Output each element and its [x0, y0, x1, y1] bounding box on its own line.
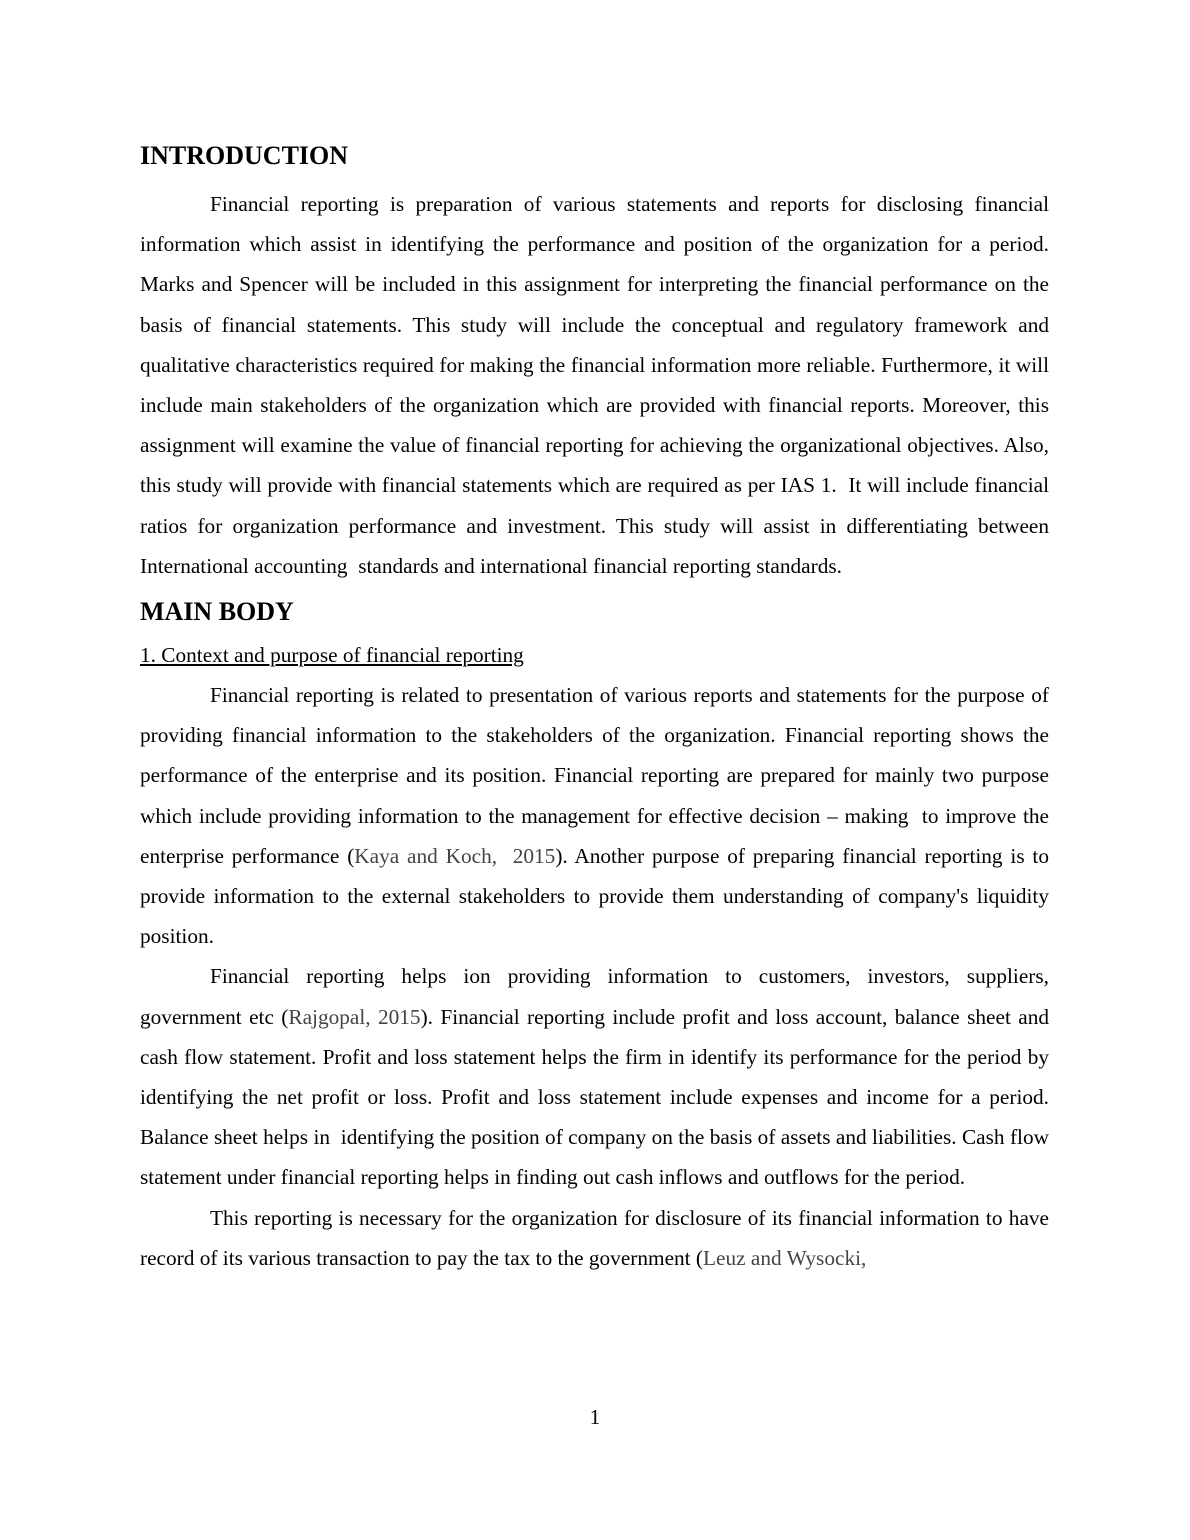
citation: Kaya and Koch, 2015	[354, 843, 556, 868]
context-purpose-subheading: 1. Context and purpose of financial reporting	[140, 643, 524, 668]
introduction-heading: INTRODUCTION	[140, 141, 349, 170]
paragraph-text: Financial reporting is related to presentation of various reports and statements for the purpose of providing financial information to the stakeholders of the organization. Financial reporting shows the performance of the enterprise and its position. Financial reporting are prepared for mainly two purpose which include providing information to the management for effective decision – making to improve the enterprise performance (	[140, 683, 1055, 868]
citation: Leuz and Wysocki,	[703, 1245, 867, 1270]
page-number: 1	[589, 1405, 601, 1429]
main-body-heading: MAIN BODY	[140, 597, 294, 627]
introduction-paragraph: Financial reporting is preparation of various statements and reports for disclosing financial information which assist in identifying the performance and position of the organization for a period. Marks and Spencer will be included in this assignment for interpreting the financial performance on the basis of financial statements. This study will include the conceptual and regulatory framework and qualitative characteristics required for making the financial information more reliable. Furthermore, it will include main stakeholders of the organization which are provided with financial reports. Moreover, this assignment will examine the value of financial reporting for achieving the organizational objectives. Also, this study will provide with financial statements which are required as per IAS 1. It will include financial ratios for organization performance and investment. This study will assist in differentiating between International accounting standards and international financial reporting standards.	[140, 192, 1055, 578]
context-paragraph-1	[140, 675, 1055, 956]
paragraph-text: This reporting is necessary for the organization for disclosure of its financial information to have record of its various transaction to pay the tax to the government (	[140, 1205, 1055, 1270]
paragraph-text: ). Another purpose of preparing financial reporting is to provide information to the external stakeholders to provide them understanding of company's liquidity position.	[140, 843, 1055, 949]
paragraph-text: ). Financial reporting include profit and loss account, balance sheet and cash flow statement. Profit and loss statement helps the firm in identify its performance for the period by identifying the net profit or loss. Profit and loss statement include expenses and income for a period. Balance sheet helps in identifying the position of company on the basis of assets and liabilities. Cash flow statement under financial reporting helps in finding out cash inflows and outflows for the period.	[140, 1004, 1055, 1190]
citation: Rajgopal, 2015	[288, 1004, 421, 1029]
context-paragraph-3	[140, 1198, 1055, 1278]
context-paragraph-2	[140, 956, 1055, 1197]
page-content	[140, 141, 1055, 1278]
paragraph-text: Financial reporting helps ion providing information to customers, investors, suppliers, government etc (	[140, 964, 1055, 1029]
